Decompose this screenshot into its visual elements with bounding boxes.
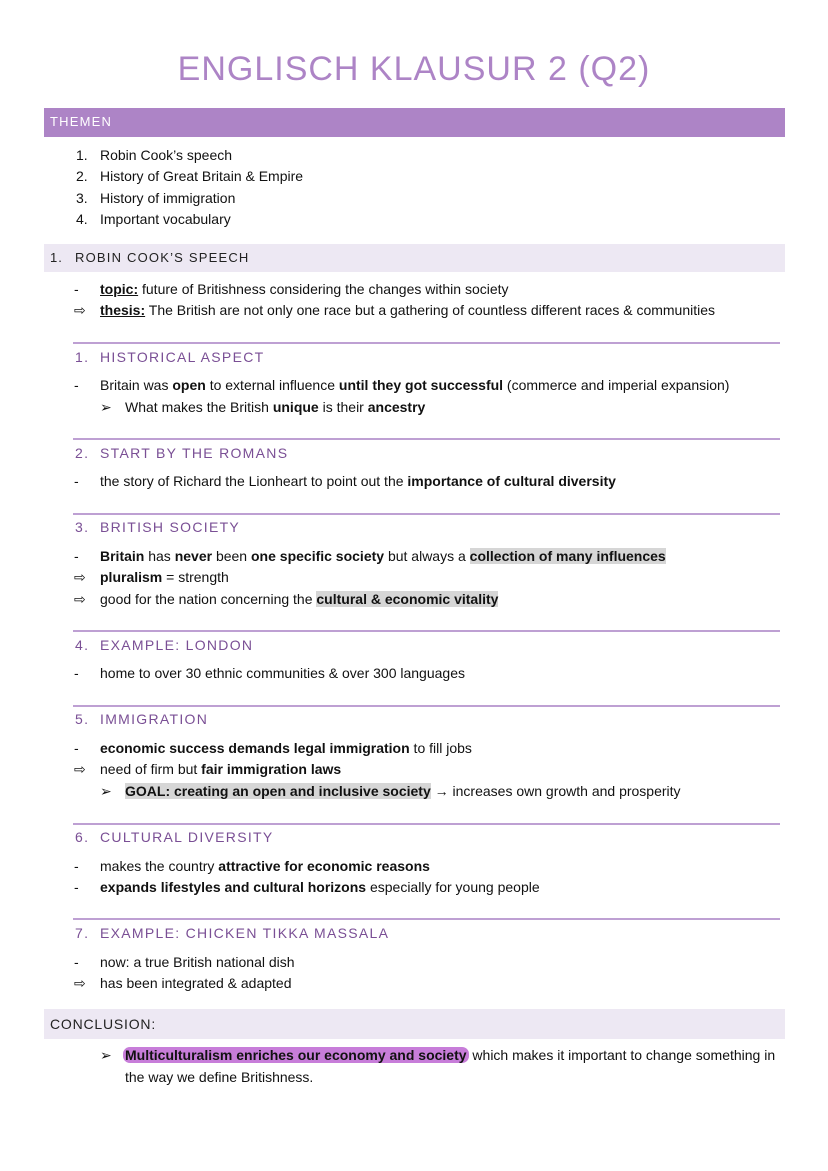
text-line: Britain was open to external influence until they got successful (commerce and imperial expansion) [100,377,730,393]
list-item: History of immigration [100,190,236,206]
text-line: expands lifestyles and cultural horizons especially for young people [100,879,540,895]
dash-bullet: - [74,377,79,393]
topic-line [100,281,509,297]
subsection-number: 3. [75,519,90,535]
dash-bullet: - [74,879,79,895]
subsection-heading: BRITISH SOCIETY [100,519,241,535]
list-item: Important vocabulary [100,211,231,227]
divider [73,513,780,515]
dash-bullet: - [74,954,79,970]
list-number: 2. [76,168,88,184]
text-line: the way we define Britishness. [125,1069,314,1085]
highlight: collection of many influences [469,548,666,564]
subsection-heading: EXAMPLE: CHICKEN TIKKA MASSALA [100,925,390,941]
text-line: home to over 30 ethnic communities & over 300 languages [100,665,465,681]
text-line: need of firm but fair immigration laws [100,761,342,777]
text-line: Multiculturalism enriches our economy and society which makes it important to change something in [125,1047,776,1063]
arrow-bullet: ⇨ [74,302,86,318]
arrowhead-bullet: ➢ [100,399,112,415]
divider [73,823,780,825]
subsection-heading: CULTURAL DIVERSITY [100,829,274,845]
text-line: the story of Richard the Lionheart to point out the importance of cultural diversity [100,473,616,489]
subsection-number: 1. [75,349,90,365]
text-line: has been integrated & adapted [100,975,292,991]
arrowhead-bullet: ➢ [100,783,112,799]
subsection-number: 4. [75,637,90,653]
dash-bullet: - [74,473,79,489]
arrowhead-bullet: ➢ [100,1047,112,1063]
topic-text: future of Britishness considering the changes within society [138,281,509,297]
highlight: GOAL: creating an open and inclusive society [125,783,431,799]
section-header-bar [44,244,785,272]
highlight: Multiculturalism enriches our economy and society [125,1047,467,1063]
subsection-heading: HISTORICAL ASPECT [100,349,265,365]
text-line: now: a true British national dish [100,954,295,970]
dash-bullet: - [74,740,79,756]
text-line: good for the nation concerning the cultural & economic vitality [100,591,499,607]
divider [73,705,780,707]
themen-heading: THEMEN [50,114,113,129]
divider [73,630,780,632]
subsection-heading: START BY THE ROMANS [100,445,289,461]
thesis-label: thesis: [100,302,146,318]
arrow-bullet: ⇨ [74,569,86,585]
text-line: What makes the British unique is their ancestry [125,399,426,415]
subsection-number: 6. [75,829,90,845]
section-heading: ROBIN COOK’S SPEECH [75,250,250,265]
thesis-line [100,302,715,318]
conclusion-heading: CONCLUSION: [50,1016,157,1032]
divider [73,438,780,440]
list-number: 1. [76,147,88,163]
highlight: cultural & economic vitality [316,591,499,607]
section-number: 1. [50,250,63,265]
list-number: 3. [76,190,88,206]
subsection-number: 7. [75,925,90,941]
subsection-heading: EXAMPLE: LONDON [100,637,254,653]
text-line: economic success demands legal immigration to fill jobs [100,740,472,756]
arrow-bullet: ⇨ [74,975,86,991]
subsection-number: 5. [75,711,90,727]
list-item: History of Great Britain & Empire [100,168,304,184]
subsection-number: 2. [75,445,90,461]
text-line: pluralism = strength [100,569,229,585]
text-line: makes the country attractive for economic reasons [100,858,430,874]
dash-bullet: - [74,281,79,297]
divider [73,918,780,920]
page-title: ENGLISCH KLAUSUR 2 (Q2) [177,50,651,88]
thesis-text: The British are not only one race but a gathering of countless different races & communities [145,302,716,318]
divider [73,342,780,344]
dash-bullet: - [74,858,79,874]
text-line: Britain has never been one specific society but always a collection of many influences [100,548,666,564]
dash-bullet: - [74,548,79,564]
text-line: GOAL: creating an open and inclusive society → increases own growth and prosperity [125,783,681,799]
subsection-heading: IMMIGRATION [100,711,209,727]
dash-bullet: - [74,665,79,681]
list-item: Robin Cook’s speech [100,147,233,163]
arrow-bullet: ⇨ [74,761,86,777]
list-number: 4. [76,211,88,227]
conclusion-header-bar [44,1009,785,1039]
themen-header-bar [44,108,785,137]
topic-label: topic: [100,281,139,297]
arrow-bullet: ⇨ [74,591,86,607]
